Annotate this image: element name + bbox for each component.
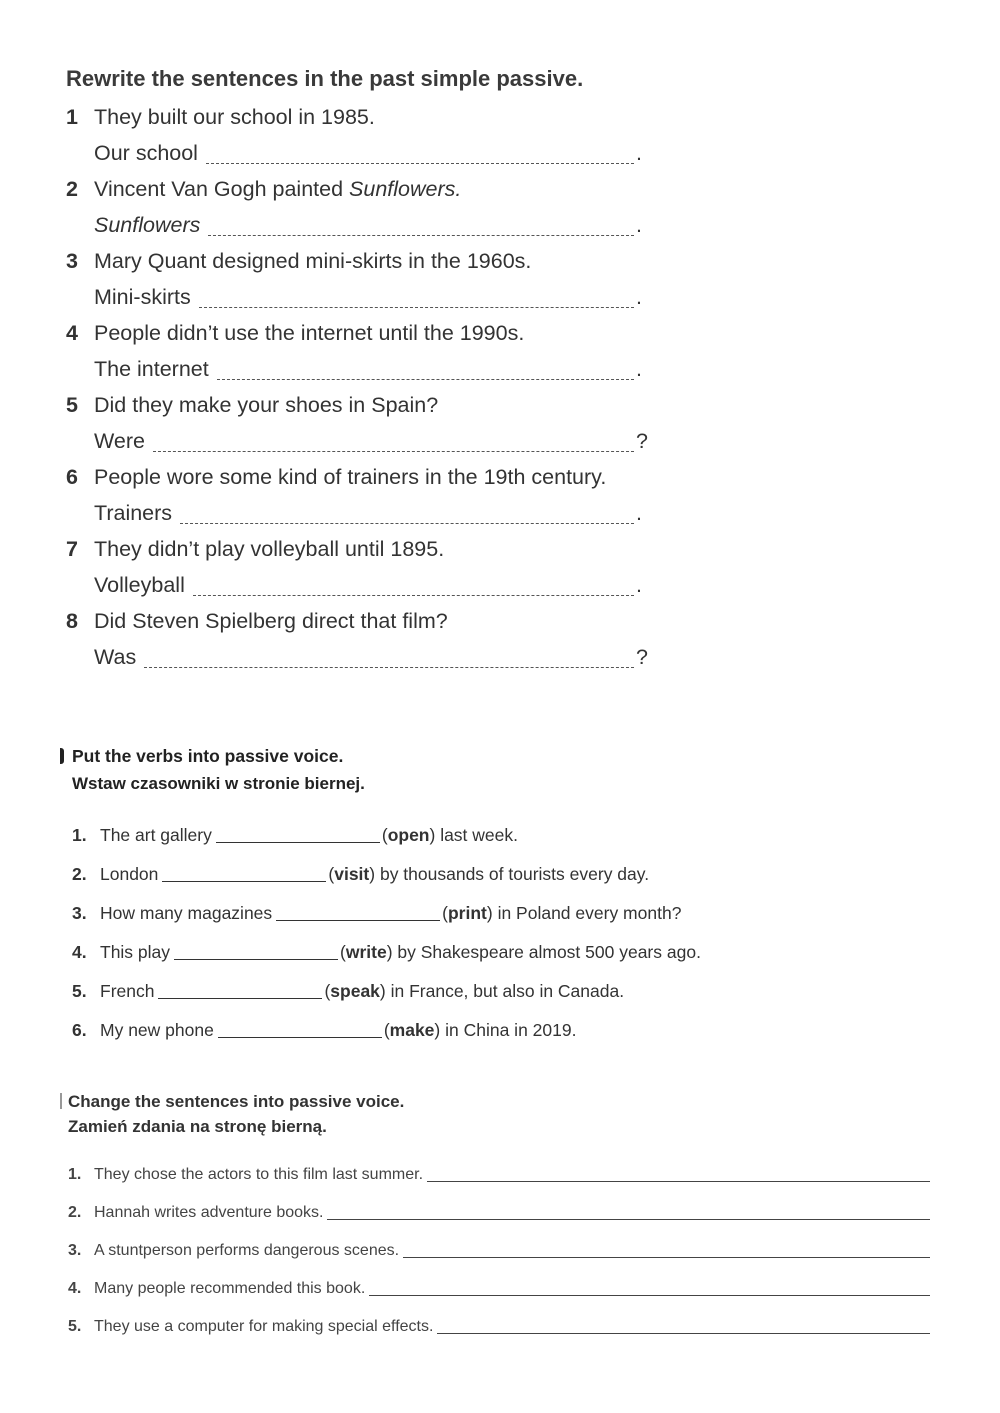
end-punctuation: . [636, 501, 642, 525]
sentence-rest: in France, but also in Canada. [385, 981, 625, 1001]
answer-blank[interactable] [144, 647, 634, 668]
exercise-item [66, 246, 646, 312]
exercise-sentence [66, 534, 646, 564]
answer-stem: Mini-skirts [94, 285, 191, 309]
base-verb: open [387, 825, 430, 845]
item-number: 1. [72, 825, 87, 845]
exercise-item [68, 1300, 930, 1338]
answer-blank[interactable] [218, 1019, 382, 1038]
answer-line[interactable] [327, 1203, 930, 1220]
sentence-end: (write) by Shakespeare almost 500 years ago. [340, 942, 701, 962]
sentence-text: Hannah writes adventure books. [94, 1204, 324, 1221]
sentence-rest: in China in 2019. [440, 1020, 577, 1040]
item-number: 2 [66, 177, 78, 201]
sentence-text: People wore some kind of trainers in the 19th century. [94, 465, 607, 489]
end-punctuation: . [636, 141, 642, 165]
item-number: 6. [72, 1020, 87, 1040]
italic-title: Sunflowers. [349, 177, 462, 201]
sentence-text: Many people recommended this book. [94, 1280, 366, 1297]
base-verb: print [447, 903, 487, 923]
end-punctuation: . [636, 285, 642, 309]
item-number: 3. [72, 903, 87, 923]
sentence-text [94, 174, 646, 204]
exercise-item [72, 808, 760, 847]
bullet-mark [60, 748, 64, 764]
sentence-text: Did they make your shoes in Spain? [94, 393, 439, 417]
item-number: 5 [66, 393, 78, 417]
answer-blank[interactable] [162, 863, 326, 882]
exercise-item [66, 462, 646, 528]
sentence-end: (print) in Poland every month? [442, 903, 682, 923]
exercise-list [60, 1148, 930, 1338]
exercise-item [66, 534, 646, 600]
sentence-start: The art gallery [100, 825, 212, 845]
exercise-sentence [66, 174, 646, 204]
answer-row [94, 210, 646, 240]
section-change-sentences-passive [60, 1090, 930, 1338]
exercise-sentence [66, 390, 646, 420]
item-number: 3. [68, 1242, 82, 1259]
exercise-item [72, 1003, 760, 1042]
item-number: 2. [72, 864, 87, 884]
exercise-item [66, 606, 646, 672]
section-title-text: Change the sentences into passive voice. [68, 1092, 405, 1111]
exercise-sentence [66, 102, 646, 132]
end-punctuation: ? [636, 645, 648, 669]
answer-stem: Were [94, 429, 145, 453]
end-punctuation: ? [636, 429, 648, 453]
answer-row [94, 282, 646, 312]
base-verb: speak [330, 981, 380, 1001]
answer-row [94, 354, 646, 384]
sentence-text: Did Steven Spielberg direct that film? [94, 609, 448, 633]
item-number: 2. [68, 1204, 82, 1221]
answer-blank[interactable] [208, 215, 634, 236]
answer-blank[interactable] [180, 503, 634, 524]
answer-line[interactable] [427, 1165, 930, 1182]
sentence-text: They built our school in 1985. [94, 105, 375, 129]
answer-stem: Our school [94, 141, 198, 165]
sentence-rest: last week. [435, 825, 519, 845]
exercise-item [68, 1186, 930, 1224]
answer-blank[interactable] [216, 824, 380, 843]
sentence-text: Mary Quant designed mini-skirts in the 1960s. [94, 249, 532, 273]
sentence-start: This play [100, 942, 171, 962]
sentence-start: How many magazines [100, 903, 273, 923]
base-verb: make [389, 1020, 435, 1040]
bullet-mark [60, 1093, 62, 1109]
answer-row [94, 138, 646, 168]
exercise-item [72, 964, 760, 1003]
answer-stem: Volleyball [94, 573, 185, 597]
exercise-list [66, 102, 646, 672]
answer-row [94, 426, 646, 456]
answer-stem: Was [94, 645, 137, 669]
answer-blank[interactable] [276, 902, 440, 921]
answer-stem: Sunflowers [94, 213, 201, 237]
answer-blank[interactable] [174, 941, 338, 960]
sentence-start: My new phone [100, 1020, 214, 1040]
answer-blank[interactable] [193, 575, 634, 596]
exercise-item [72, 925, 760, 964]
item-number: 6 [66, 465, 78, 489]
answer-blank[interactable] [153, 431, 634, 452]
exercise-item [66, 318, 646, 384]
sentence-text: They use a computer for making special effects. [94, 1318, 434, 1335]
exercise-item [72, 886, 760, 925]
sentence-start: London [100, 864, 159, 884]
exercise-item [68, 1148, 930, 1186]
exercise-item [66, 390, 646, 456]
exercise-sentence [66, 318, 646, 348]
answer-line[interactable] [369, 1279, 930, 1296]
answer-blank[interactable] [217, 359, 634, 380]
exercise-sentence [66, 246, 646, 276]
sentence-text: They chose the actors to this film last summer. [94, 1166, 424, 1183]
end-punctuation: . [636, 573, 642, 597]
item-number: 4. [68, 1280, 82, 1297]
answer-line[interactable] [403, 1241, 930, 1258]
sentence-end: (open) last week. [381, 825, 519, 845]
sentence-rest: by thousands of tourists every day. [375, 864, 650, 884]
sentence-text: They didn’t play volleyball until 1895. [94, 537, 445, 561]
answer-stem: The internet [94, 357, 209, 381]
section-title [60, 1090, 930, 1114]
section-subtitle: Zamień zdania na stronę bierną. [68, 1117, 327, 1136]
answer-row [94, 570, 646, 600]
sentence-text: A stuntperson performs dangerous scenes. [94, 1242, 400, 1259]
exercise-item [72, 847, 760, 886]
section-title [60, 742, 760, 770]
item-number: 5. [72, 981, 87, 1001]
answer-blank[interactable] [199, 287, 634, 308]
base-verb: write [345, 942, 387, 962]
sentence-text-part: Vincent Van Gogh painted [94, 177, 350, 201]
exercise-item [66, 174, 646, 240]
answer-row [94, 642, 646, 672]
item-number: 1. [68, 1166, 82, 1183]
exercise-sentence [66, 606, 646, 636]
item-number: 1 [66, 105, 78, 129]
section-title-text: Put the verbs into passive voice. [72, 746, 344, 766]
exercise-item [68, 1224, 930, 1262]
sentence-text: People didn’t use the internet until the 1990s. [94, 321, 525, 345]
item-number: 8 [66, 609, 78, 633]
sentence-end: (speak) in France, but also in Canada. [324, 981, 625, 1001]
item-number: 4 [66, 321, 78, 345]
end-punctuation: . [636, 357, 642, 381]
exercise-item [68, 1262, 930, 1300]
answer-blank[interactable] [206, 143, 634, 164]
item-number: 5. [68, 1318, 82, 1335]
exercise-list [60, 808, 760, 1042]
end-punctuation: . [636, 213, 642, 237]
sentence-start: French [100, 981, 155, 1001]
section-put-verbs-passive [60, 742, 760, 1042]
sentence-end: (visit) by thousands of tourists every day. [328, 864, 650, 884]
section-subtitle: Wstaw czasowniki w stronie biernej. [72, 774, 365, 793]
sentence-end: (make) in China in 2019. [383, 1020, 577, 1040]
answer-stem: Trainers [94, 501, 173, 525]
item-number: 3 [66, 249, 78, 273]
sentence-rest: by Shakespeare almost 500 years ago. [392, 942, 701, 962]
answer-blank[interactable] [158, 980, 322, 999]
section-past-simple-passive [66, 64, 646, 678]
base-verb: visit [334, 864, 370, 884]
section-title: Rewrite the sentences in the past simple passive. [66, 66, 584, 91]
sentence-rest: in Poland every month? [492, 903, 682, 923]
exercise-item [66, 102, 646, 168]
answer-line[interactable] [437, 1317, 930, 1334]
item-number: 7 [66, 537, 78, 561]
item-number: 4. [72, 942, 87, 962]
answer-row [94, 498, 646, 528]
exercise-sentence [66, 462, 646, 492]
